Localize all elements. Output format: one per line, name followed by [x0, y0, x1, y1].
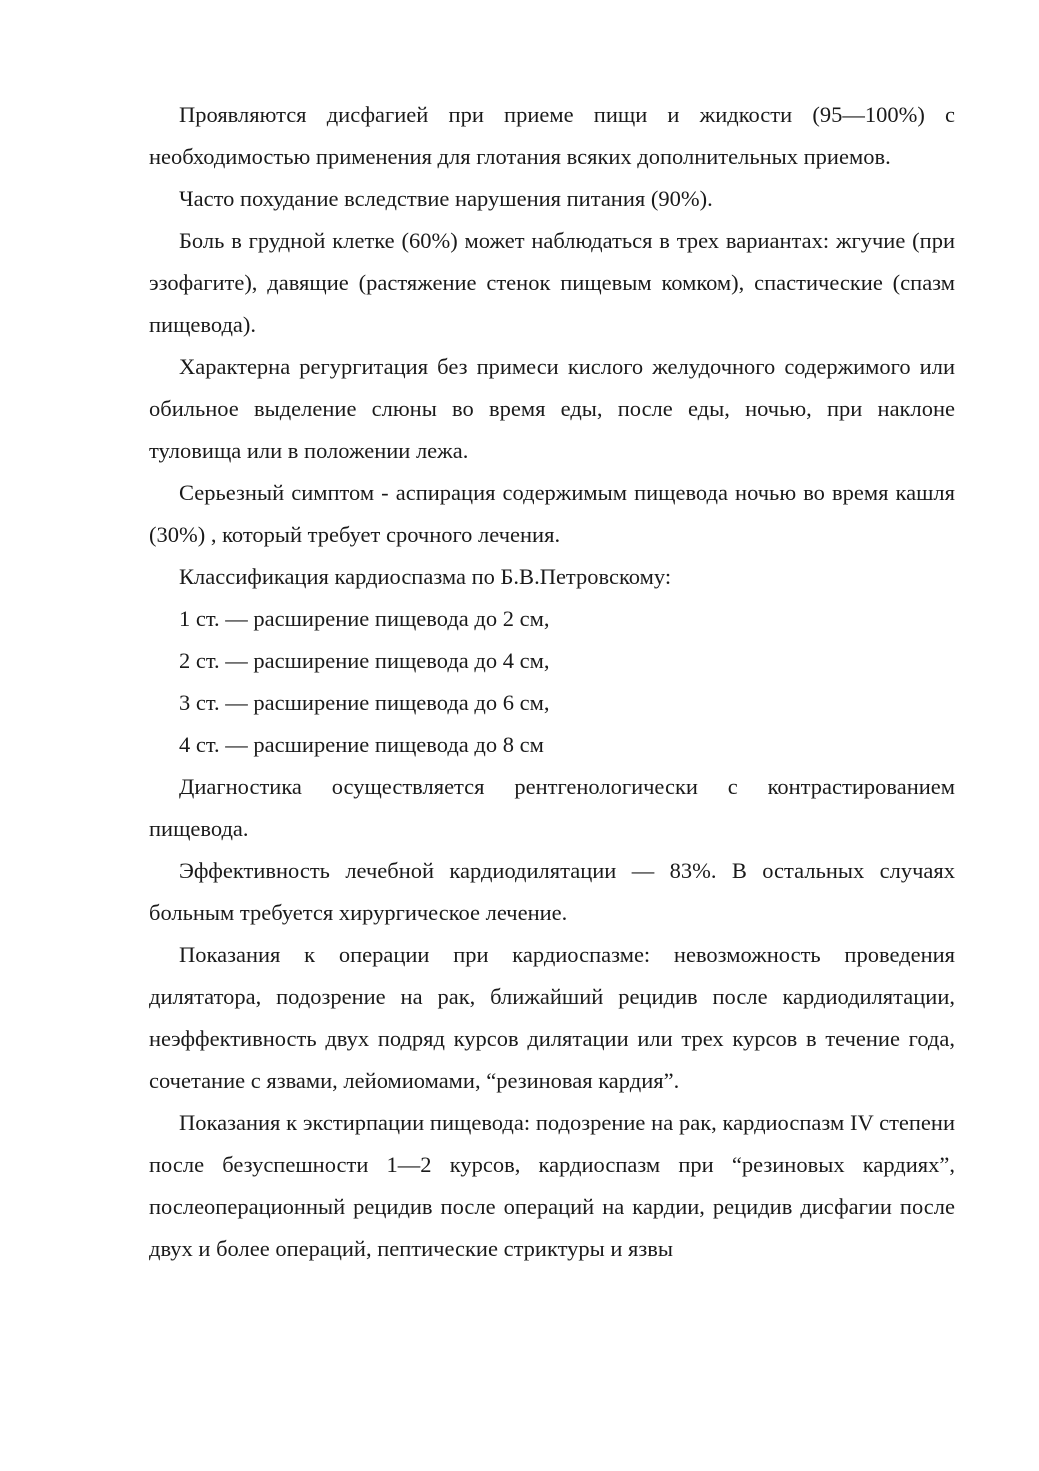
classification-heading: Классификация кардиоспазма по Б.В.Петровскому:	[179, 564, 672, 589]
classification-item-3: 3 ст. — расширение пищевода до 6 см,	[179, 690, 550, 715]
paragraph-aspiration: Серьезный симптом - аспирация содержимым пищевода ночью во время кашля (30%) , который требует срочного лечения.	[149, 480, 955, 547]
paragraph-weight-loss: Часто похудание вследствие нарушения питания (90%).	[179, 186, 713, 211]
paragraph-chest-pain: Боль в грудной клетке (60%) может наблюдаться в трех вариантах: жгучие (при эзофагите), давящие (растяжение стенок пищевым комком), спастические (спазм пищевода).	[149, 228, 955, 337]
paragraph-extirpation-indications: Показания к экстирпации пищевода: подозрение на рак, кардиоспазм IV степени после безуспешности 1—2 курсов, кардиоспазм при “резиновых кардиях”, послеоперационный рецидив после операций на кардии, рецидив дисфагии после двух и более операций, пептические стриктуры и язвы	[149, 1110, 955, 1261]
paragraph-regurgitation: Характерна регургитация без примеси кислого желудочного содержимого или обильное выделение слюны во время еды, после еды, ночью, при наклоне туловища или в положении лежа.	[149, 354, 955, 463]
classification-item-2: 2 ст. — расширение пищевода до 4 см,	[179, 648, 550, 673]
paragraph-dysphagia: Проявляются дисфагией при приеме пищи и жидкости (95—100%) с необходимостью применения для глотания всяких дополнительных приемов.	[149, 102, 955, 169]
classification-item-4: 4 ст. — расширение пищевода до 8 см	[179, 732, 544, 757]
document-page	[149, 94, 955, 1270]
paragraph-efficacy: Эффективность лечебной кардиодилятации — 83%. В остальных случаях больным требуется хирургическое лечение.	[149, 858, 955, 925]
classification-item-1: 1 ст. — расширение пищевода до 2 см,	[179, 606, 550, 631]
paragraph-surgery-indications: Показания к операции при кардиоспазме: невозможность проведения дилятатора, подозрение на рак, ближайший рецидив после кардиодилятации, неэффективность двух подряд курсов дилятации или трех курсов в течение года, сочетание с язвами, лейомиомами, “резиновая кардия”.	[149, 942, 955, 1093]
paragraph-diagnostics: Диагностика осуществляется рентгенологически с контрастированием пищевода.	[149, 774, 955, 841]
